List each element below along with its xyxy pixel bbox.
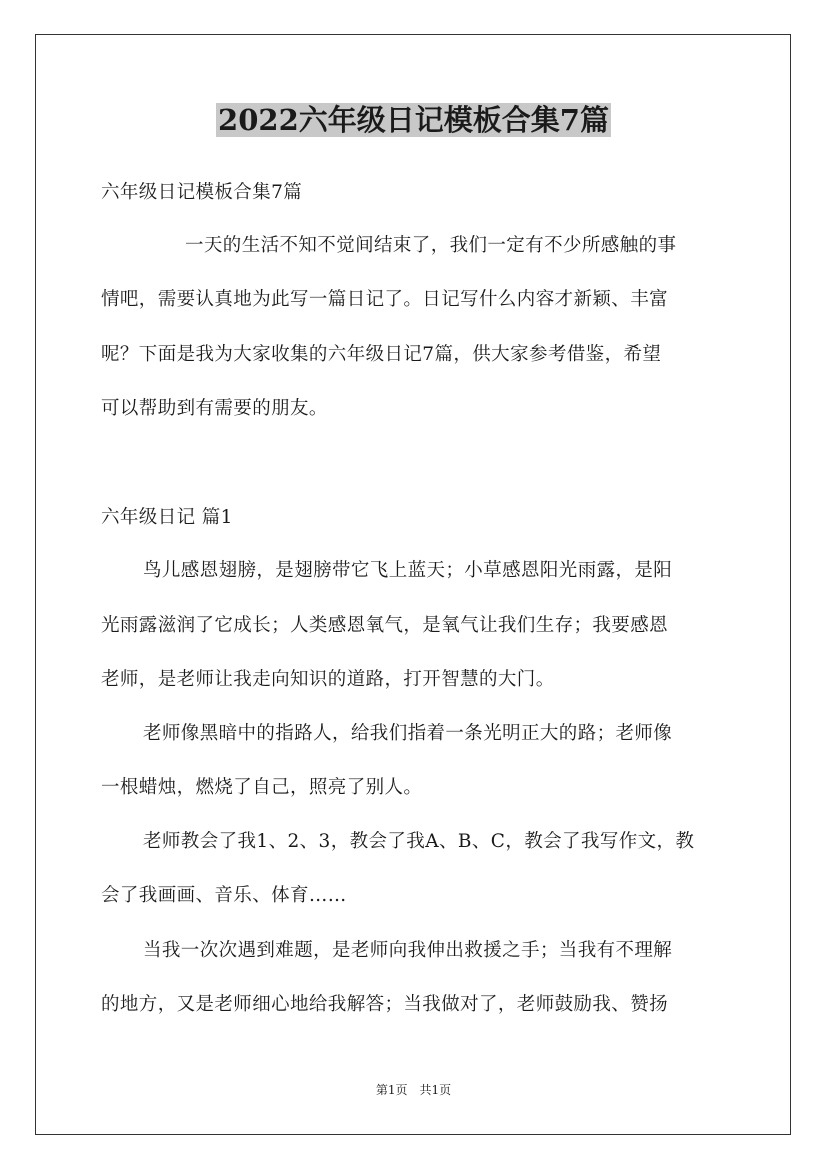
body-line: 光雨露滋润了它成长；人类感恩氧气，是氧气让我们生存；我要感恩: [101, 615, 669, 636]
document-subtitle: 六年级日记模板合集7篇: [101, 182, 303, 203]
body-line: 老师，是老师让我走向知识的道路，打开智慧的大门。: [101, 669, 555, 690]
body-line: 鸟儿感恩翅膀，是翅膀带它飞上蓝天；小草感恩阳光雨露，是阳: [143, 560, 673, 581]
body-line: 老师像黑暗中的指路人，给我们指着一条光明正大的路；老师像: [143, 723, 673, 744]
document-title-text: 2022六年级日记模板合集7篇: [218, 103, 609, 137]
body-line: 当我一次次遇到难题，是老师向我伸出救援之手；当我有不理解: [143, 940, 673, 961]
body-line: 会了我画画、音乐、体育……: [101, 885, 347, 906]
section-heading: 六年级日记 篇1: [101, 507, 233, 528]
intro-line: 可以帮助到有需要的朋友。: [101, 398, 328, 419]
document-title: [0, 101, 827, 139]
page-footer: 第1页 共1页: [375, 1083, 452, 1097]
intro-line: 情吧，需要认真地为此写一篇日记了。日记写什么内容才新颖、丰富: [101, 289, 669, 310]
intro-line: 一天的生活不知不觉间结束了，我们一定有不少所感触的事: [185, 235, 677, 256]
intro-line: 呢？下面是我为大家收集的六年级日记7篇，供大家参考借鉴，希望: [101, 344, 662, 365]
body-line: 的地方，又是老师细心地给我解答；当我做对了，老师鼓励我、赞扬: [101, 994, 669, 1015]
body-line: 老师教会了我1、2、3，教会了我A、B、C，教会了我写作文，教: [143, 831, 695, 852]
body-line: 一根蜡烛，燃烧了自己，照亮了别人。: [101, 777, 423, 798]
